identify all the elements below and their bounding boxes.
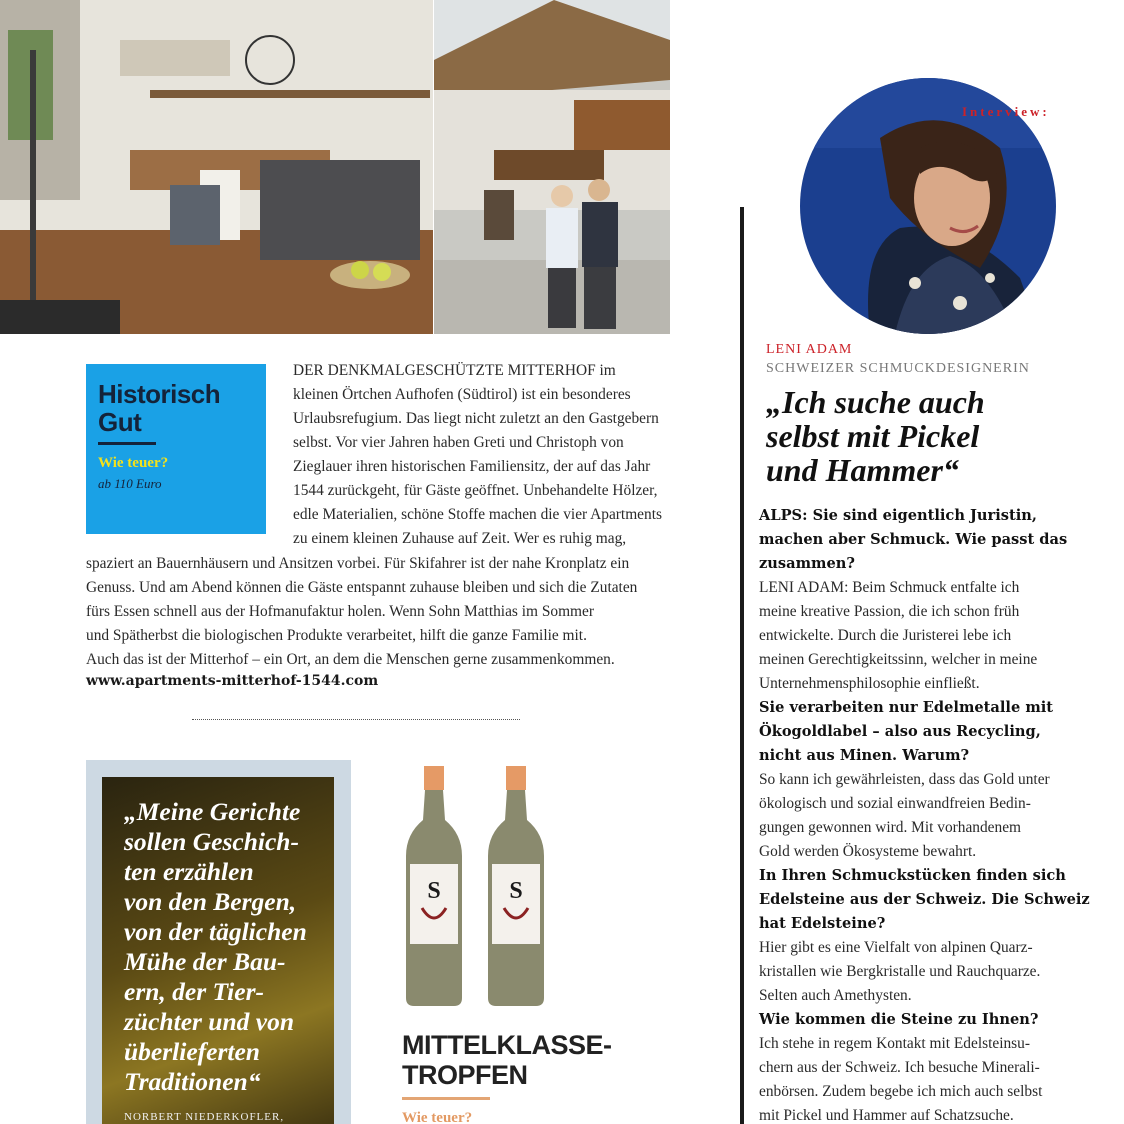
person-name: LENI ADAM — [766, 342, 853, 357]
text-line: Zieglauer ihren historischen Familiensitz, der auf das Jahr — [293, 458, 651, 475]
interview-question: nicht aus Minen. Warum? — [759, 747, 970, 764]
text-line: fürs Essen schnell aus der Hofmanufaktur holen. Wenn Sohn Matthias im Sommer — [86, 603, 594, 620]
interview-question: Ökogoldlabel – also aus Recycling, — [759, 723, 1041, 740]
chef-quote-author: NORBERT NIEDERKOFLER, — [124, 1111, 285, 1123]
wine-photo — [398, 760, 568, 1015]
text-line: selbst. Vor vier Jahren haben Greti und Christoph von — [293, 434, 624, 451]
interview-answer: ökologisch und sozial einwandfreien Bedin- — [759, 795, 1031, 812]
hosts-photo — [434, 0, 670, 334]
box-divider — [98, 442, 156, 445]
text-line: Urlaubsrefugium. Das liegt nicht zuletzt an den Gastgebern — [293, 410, 659, 427]
hotel-url-link[interactable]: www.apartments-mitterhof-1544.com — [86, 673, 379, 689]
chef-quote-text: „Meine Gerichte sollen Geschich- ten erzählen von den Bergen, von der täglichen Mühe der Bau- ern, der Tier- züchter und von überlieferten Traditionen“ — [124, 797, 307, 1096]
interview-answer: Hier gibt es eine Vielfalt von alpinen Quarz- — [759, 939, 1033, 956]
interview-answer: kristallen wie Bergkristalle und Rauchquarze. — [759, 963, 1041, 980]
text-line: Genuss. Und am Abend können die Gäste entspannt zuhause bleiben und sich die Zutaten — [86, 579, 638, 596]
interview-answer: gungen gewonnen wird. Mit vorhandenem — [759, 819, 1022, 836]
interview-question: Sie verarbeiten nur Edelmetalle mit — [759, 699, 1054, 716]
hotel-info-box — [86, 364, 266, 534]
hotel-price-label: Wie teuer? — [98, 455, 169, 471]
hotel-box-title-2: Gut — [98, 407, 142, 437]
interview-answer: Selten auch Amethysten. — [759, 987, 912, 1004]
text-line: Auch das ist der Mitterhof – ein Ort, an dem die Menschen gerne zusammenkommen. — [86, 651, 615, 668]
text-line: DER DENKMALGESCHÜTZTE MITTERHOF im — [293, 362, 616, 379]
person-role: SCHWEIZER SCHMUCKDESIGNERIN — [766, 361, 1030, 376]
text-line: zu einem kleinen Zuhause auf Zeit. Wer es ruhig mag, — [293, 530, 627, 547]
hotel-text-narrow — [293, 359, 662, 551]
interview-answer: Gold werden Ökosysteme bewahrt. — [759, 843, 977, 860]
text-line: 1544 zurückgeht, für Gäste geöffnet. Unbehandelte Hölzer, — [293, 482, 658, 499]
interview-question: In Ihren Schmuckstücken finden sich — [759, 867, 1066, 884]
interview-answer: meinen Gerechtigkeitssinn, welcher in meine — [759, 651, 1038, 668]
interior-photo — [0, 0, 433, 334]
wine-title: MITTELKLASSE- TROPFEN — [402, 1030, 612, 1090]
interview-label: Interview: — [962, 104, 1050, 119]
text-line: edle Materialien, schöne Stoffe machen die vier Apartments — [293, 506, 662, 523]
hotel-text-wide — [86, 552, 637, 672]
text-line: und Spätherbst die biologischen Produkte verarbeitet, hilft die ganze Familie mit. — [86, 627, 587, 644]
interview-question: Edelsteine aus der Schweiz. Die Schweiz — [759, 891, 1090, 908]
interview-answer: meine kreative Passion, die ich schon früh — [759, 603, 1020, 620]
interview-question: Wie kommen die Steine zu Ihnen? — [759, 1011, 1039, 1028]
interview-question: machen aber Schmuck. Wie passt das — [759, 531, 1068, 548]
section-divider — [192, 719, 520, 720]
interview-answer: Ich stehe in regem Kontakt mit Edelsteinsu- — [759, 1035, 1030, 1052]
interview-question: ALPS: Sie sind eigentlich Juristin, — [759, 507, 1037, 524]
hotel-price: ab 110 Euro — [98, 476, 162, 491]
bottle-label-letter: S — [427, 878, 441, 904]
interview-body — [759, 504, 1090, 1124]
interview-answer: Unternehmensphilosophie einfließt. — [759, 675, 980, 692]
interview-answer: enbörsen. Zudem begebe ich mich auch selbst — [759, 1083, 1043, 1100]
bottle-label-letter: S — [509, 878, 523, 904]
interview-answer: chern aus der Schweiz. Ich besuche Minerali- — [759, 1059, 1040, 1076]
hotel-box-title-1: Historisch — [98, 379, 221, 409]
interview-answer: mit Pickel und Hammer auf Schatzsuche. — [759, 1107, 1014, 1124]
column-rule — [740, 207, 744, 1124]
interview-question: zusammen? — [759, 555, 855, 572]
interview-answer: entwickelte. Durch die Juristerei lebe ich — [759, 627, 1012, 644]
wine-price-label: Wie teuer? — [402, 1110, 473, 1124]
interview-answer: LENI ADAM: Beim Schmuck entfalte ich — [759, 579, 1020, 596]
text-line: spaziert an Bauernhäusern und Ansitzen vorbei. Für Skifahrer ist der nahe Kronplatz ein — [86, 555, 630, 572]
chef-quote-card — [102, 777, 334, 1124]
wine-divider — [402, 1097, 490, 1100]
text-line: kleinen Örtchen Aufhofen (Südtirol) ist ein besonderes — [293, 386, 631, 403]
interview-answer: So kann ich gewährleisten, dass das Gold unter — [759, 771, 1050, 788]
interview-headline: „Ich suche auch selbst mit Pickel und Hammer“ — [766, 384, 985, 488]
interview-question: hat Edelsteine? — [759, 915, 886, 932]
